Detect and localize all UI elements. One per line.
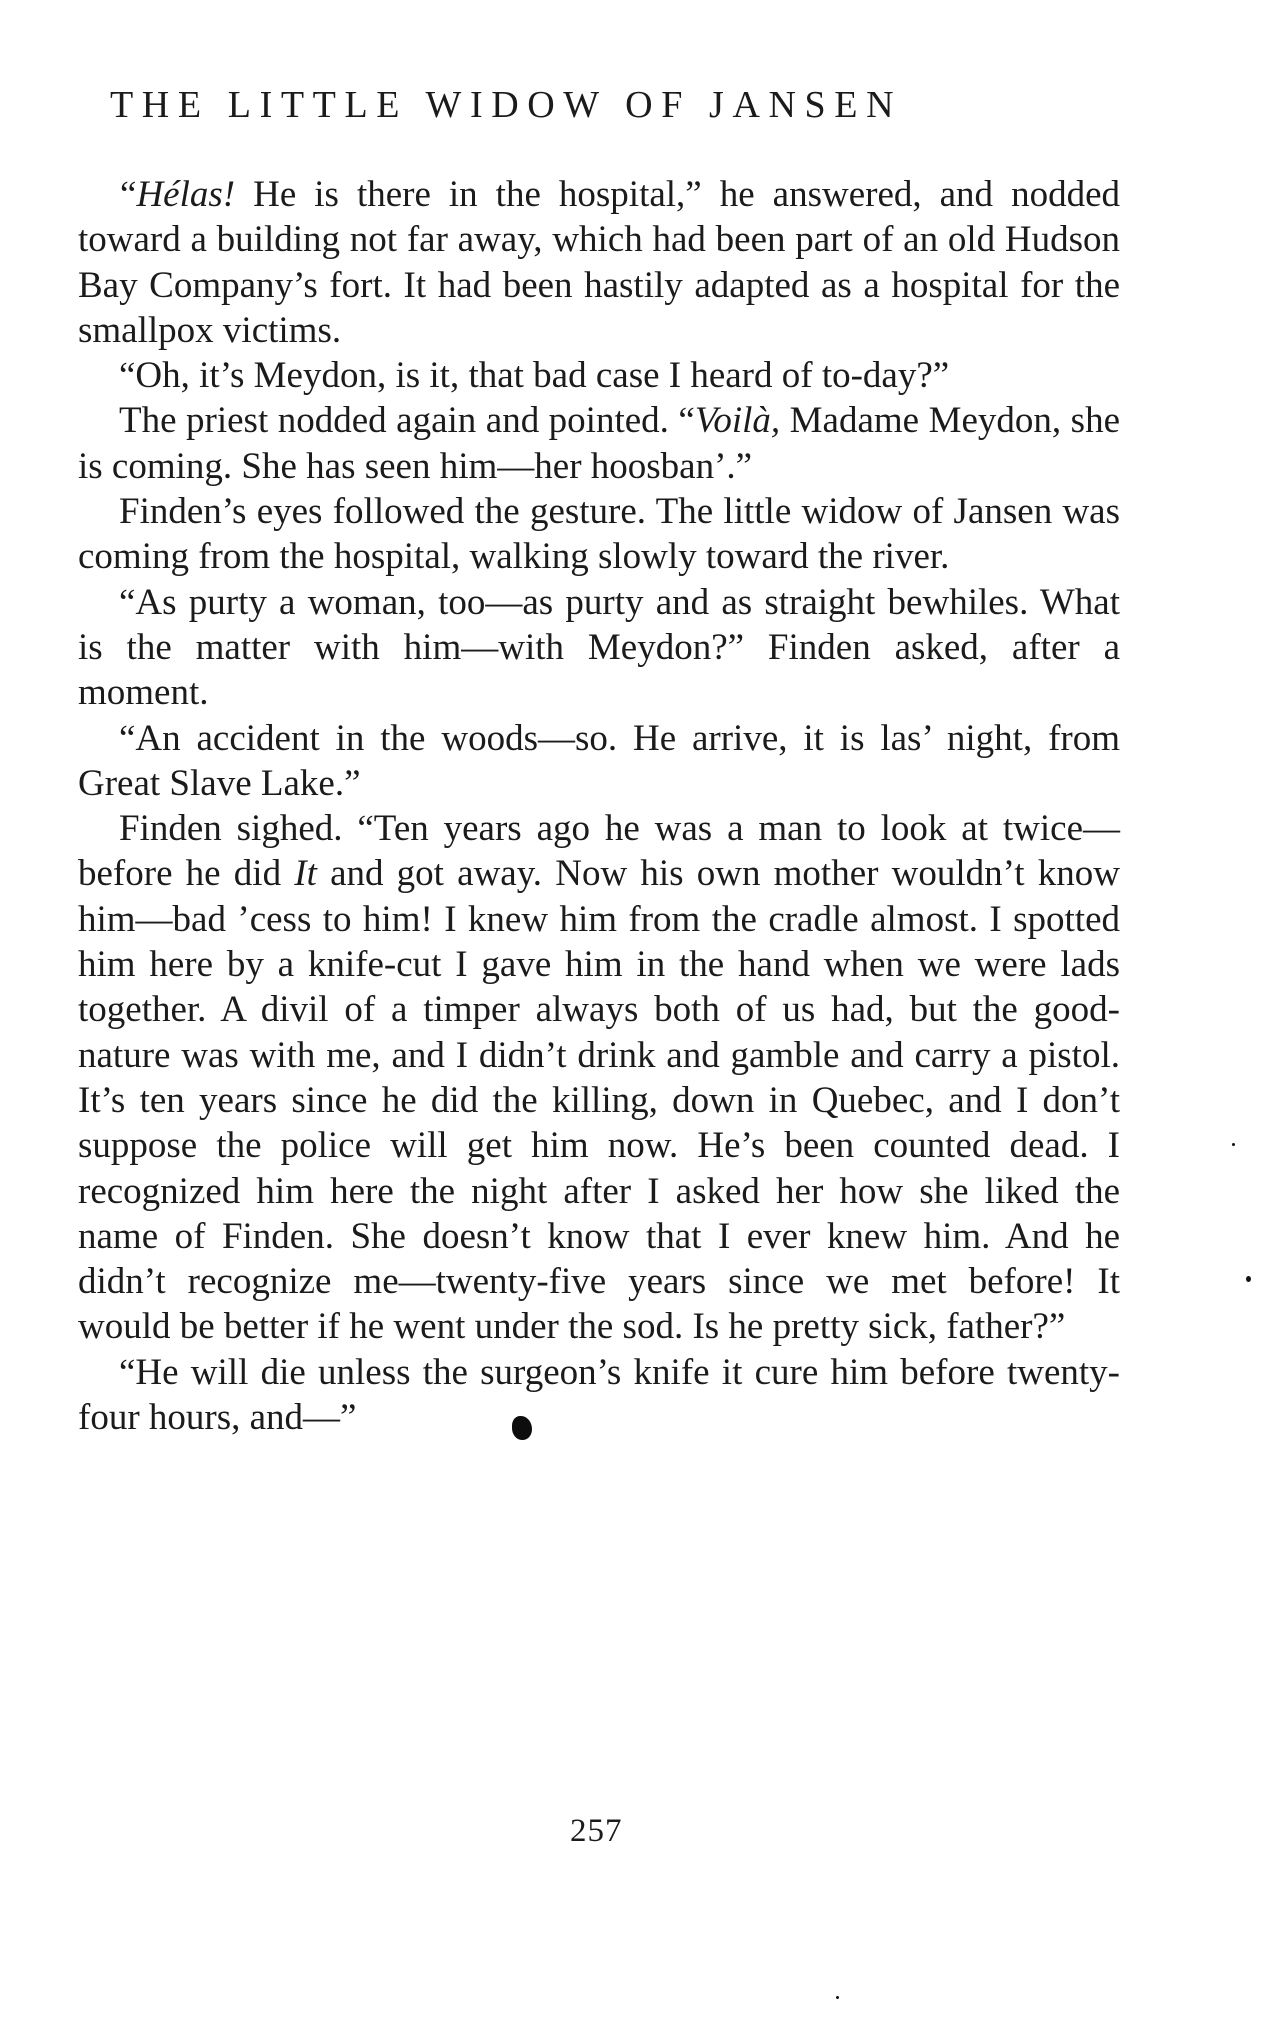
paragraph-2: “Oh, it’s Meydon, is it, that bad case I heard of to-day?” bbox=[119, 355, 950, 397]
page-speck bbox=[836, 1996, 839, 1999]
paragraph-3 bbox=[78, 398, 1120, 489]
paragraph-1 bbox=[78, 172, 1120, 353]
paragraph-8: “He will die unless the surgeon’s knife it cure him before twenty-four hours, and—” bbox=[78, 1351, 1120, 1439]
paragraph-1-open-quote: “ bbox=[120, 174, 137, 215]
page-number: 257 bbox=[570, 1813, 623, 1849]
paragraph-3-text-start: The priest nodded again and pointed. “ bbox=[119, 400, 695, 442]
paragraph-7-text-end: and got away. Now his own mother wouldn’t know him—bad ’cess to him! I knew him from the cradle almost. I spotted him here by a knife-cut I gave him in the hand when we were lads together. A divil of a timper always both of us had, but the good-nature was with me, and I didn’t drink and gamble and carry a pistol. It’s ten years since he did the killing, down in Quebec, and I don’t suppose the police will get him now. He’s been counted dead. I recognized him here the night after I asked her how she liked the name of Finden. She doesn’t know that I ever knew him. And he didn’t recognize me—twenty-five years since we met before! It would be better if he went under the sod. Is he pretty sick, father?” bbox=[78, 853, 1120, 1348]
paragraph-3-text-end: Madame Meydon, she is coming. She has seen him—her hoosban’.” bbox=[78, 400, 1120, 487]
paragraph-4: Finden’s eyes followed the gesture. The little widow of Jansen was coming from the hospital, walking slowly toward the river. bbox=[78, 491, 1120, 578]
paragraph-7-italic: It bbox=[294, 853, 317, 895]
page-speck bbox=[1246, 1276, 1251, 1282]
paragraph-6: “An accident in the woods—so. He arrive, it is las’ night, from Great Slave Lake.” bbox=[78, 717, 1120, 804]
running-head: THE LITTLE WIDOW OF JANSEN bbox=[110, 84, 903, 126]
paragraph-3-italic: Voilà, bbox=[694, 400, 781, 442]
page-speck bbox=[1232, 1143, 1235, 1146]
paragraph-7 bbox=[78, 806, 1120, 1350]
paragraph-1-italic: Hélas! bbox=[136, 174, 236, 215]
ink-blot bbox=[512, 1416, 532, 1440]
body-text bbox=[78, 172, 1120, 1440]
paragraph-1-text: He is there in the hospital,” he answered, and nodded toward a building not far away, which had been part of an old Hudson Bay Company’s fort. It had been hastily adapted as a hospital for the smallpox victims. bbox=[78, 174, 1120, 351]
paragraph-7-text-start: Finden sighed. “Ten years ago he was a man to look at twice—before he did bbox=[78, 808, 1120, 895]
paragraph-5: “As purty a woman, too—as purty and as straight bewhiles. What is the matter with him—with Meydon?” Finden asked, after a moment. bbox=[78, 581, 1120, 714]
